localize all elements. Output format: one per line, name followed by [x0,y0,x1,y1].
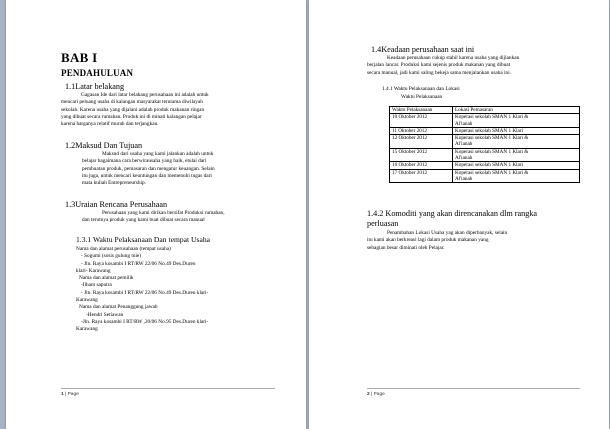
table-cell-date: 16 Oktober 2012 [390,162,453,169]
table-row [390,135,580,149]
page-label: Page [373,392,385,397]
section-1-1-heading: 1.1Latar belakang [65,82,125,91]
page-number: 2 [367,392,370,397]
table-header-cell: Waktu Pelaksanaan [390,107,453,114]
table-cell-location [453,135,580,149]
table-row [390,169,580,183]
table-row [390,162,580,169]
section-1-2-heading: 1.2Maksud Dan Tujuan [65,141,143,150]
footer-separator: | [65,392,68,397]
text-line: -Jln. Raya kosambi I RT/RW ,20/06 No.95 Des.Duren klari- [81,318,209,325]
section-1-4-1-subheading: Waktu Pelaksanaan [401,94,443,100]
text-line: Karawang [76,326,98,333]
document-page-1 [6,0,306,429]
text-line: - Jln. Raya kosambi I RT/RW 22/06 No.49 Des.Duren [81,260,196,267]
table-cell-location [453,114,580,128]
text-line: pembuatan produk, pemasaran dan mengatur keuangan. Selain [82,165,215,172]
section-1-2-paragraph [82,151,275,187]
footer-rule [367,388,580,389]
text-line: Maksud dari usaha yang kami jalankan adalah untuk [102,151,214,157]
section-1-3-1-body [76,246,275,334]
text-line: itu kami akan berkreasi lagi dalam produk makanan yang [367,237,489,244]
text-line: sekolah. Karena usaha yang dijalani adalah produk makanan ringan [61,106,205,113]
table-row [390,114,580,128]
chapter-subtitle: PENDAHULUAN [61,68,134,78]
text-line: belajar bagaimana cara berwirausaha yang baik, etulai dari [82,158,207,165]
text-line: Nama dan alamat pemilik [79,275,134,282]
section-1-4-2-heading-cont: perluasan [367,219,399,228]
section-1-4-paragraph [367,55,580,77]
section-1-4-2-heading: 1.4.2 Komoditi yang akan direncanakan dlm rangka [367,209,538,218]
document-page-2 [309,0,609,429]
text-line: -Ilham saputra [81,282,112,289]
text-line: sebagian besar diminati oleh Pelajar. [367,244,445,251]
section-1-3-heading: 1.3Uraian Rencana Perusahaan [65,200,168,209]
text-line: yang dibuat secara rumahan. Produk ini di minati kalangan pelajar [61,113,202,120]
table-header-cell: Lokasi Pemasaran [453,107,580,114]
page-label: Page [67,392,79,397]
text-line: Karawang [76,297,98,304]
text-line: karena harganya relatif murah dan terjangkau. [61,121,159,128]
location-line: Al'ianah [455,175,473,182]
text-line: Gagasan Ide dari latar belakang perusahaan ini adalah untuk [81,92,209,98]
section-1-3-1-heading: 1.3.1 Waktu Pelaksanaan Dan tempat Usaha [76,235,210,244]
text-line: dan terutnya produk yang kami buat dibuat secara manual [82,217,205,224]
location-line: Al'ianah [455,120,473,127]
schedule-table [389,106,580,183]
text-line: berjalan lancar. Produksi kami sejenis produk makanan yang dibuat [367,62,511,69]
section-1-4-heading: 1.4Keadaan perusahaan saat ini [371,45,475,54]
table-header-row [390,107,580,114]
page-number: 1 [61,392,64,397]
table-cell-date: 10 Oktober 2012 [390,114,453,128]
location-line: Al'ianah [455,155,473,162]
text-line: Keadaan perusahaan cukup stabil karena usaha yang dijlankan [387,55,520,61]
text-line: mata kuliah Entrepreneurship. [82,180,146,187]
table-row [390,148,580,162]
footer-separator: | [371,392,374,397]
location-line: Koperasi sekolah SMAN 1 Klari & [455,114,529,121]
text-line: itu juga, untuk mencari keuntungan dan memenuhi tugas dari [82,172,212,179]
section-1-4-2-paragraph [367,230,580,252]
location-line: Koperasi sekolah SMAN 1 Klari & [455,169,529,176]
section-1-1-paragraph [61,92,275,128]
section-1-3-paragraph [82,210,275,225]
page-footer [367,392,385,397]
table-cell-date: 11 Oktober 2012 [390,127,453,134]
page-footer [61,392,79,397]
text-line: mencari peluang usaha di kalangan masyarakat terutama diwilayah [61,99,203,106]
footer-rule [61,388,275,389]
table-cell-location [453,169,580,183]
table-cell-date: 12 Oktober 2012 [390,135,453,149]
chapter-title: BAB I [61,50,98,65]
location-line: Al'ianah [455,141,473,148]
text-line: Nama dan alamat perusahaan (tempat usaha) [76,246,171,252]
location-line: Koperasi sekolah SMAN 1 Klari & [455,135,529,142]
text-line: - Jln. Raya kosambi I RT/RW 22/06 No.49 Des.Duren klari- [81,289,209,296]
text-line: Perusahaan yang kami dirikan bersifat Produksi rumahan, [102,210,225,216]
text-line: klari- Karawang [76,267,111,274]
section-1-4-1-heading: 1.4.1 Waktu Pelaksanaan dan Lokasi [382,86,460,92]
table-cell-date: 15 Oktober 2012 [390,148,453,162]
text-line: -Hendri Setiawan [86,311,124,318]
table-cell-location: Koperasi sekolah SMAN 1 Klari [453,162,580,169]
table-cell-date: 17 Oktober 2012 [390,169,453,183]
text-line: - Sogumi (sosis gulung mie) [81,253,142,260]
table-cell-location: Koperasi sekolah SMAN 1 Klari [453,127,580,134]
table-row [390,127,580,134]
text-line: secara manual, jadi kami saling bekeja sama menjalankan usaha ini. [367,69,511,76]
location-line: Koperasi sekolah SMAN 1 Klari & [455,148,529,155]
text-line: Nama dan alamat Penanggung jawab [79,304,158,311]
table-cell-location [453,148,580,162]
text-line: Penambahan Lokasi Usaha yag akan diperbanyak, selain [387,230,508,236]
